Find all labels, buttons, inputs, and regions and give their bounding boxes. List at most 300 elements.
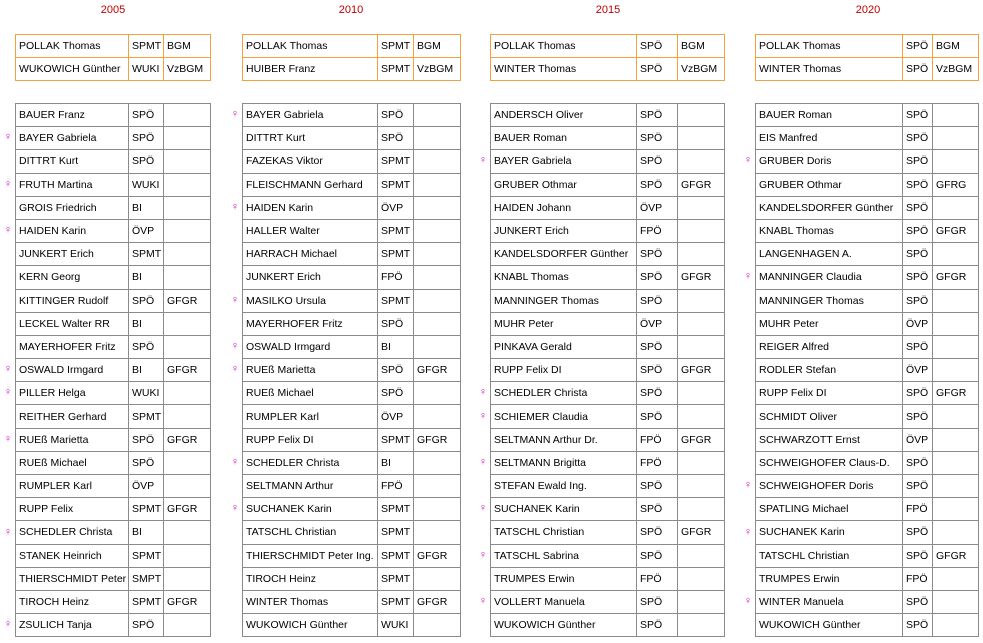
- leader-name: WINTER Thomas: [491, 58, 637, 81]
- member-name: RUEß Michael: [243, 382, 378, 405]
- leaders-table: [242, 34, 461, 81]
- member-row: [16, 173, 211, 196]
- member-row: [16, 498, 211, 521]
- member-party: BI: [129, 521, 164, 544]
- leader-role: VzBGM: [414, 58, 461, 81]
- member-party: SPÖ: [378, 382, 414, 405]
- member-role: GFGR: [933, 382, 979, 405]
- member-role: [933, 451, 979, 474]
- member-name: SUCHANEK Karin: [243, 498, 378, 521]
- female-symbol-icon: ♀: [230, 456, 240, 468]
- member-role: [933, 567, 979, 590]
- member-row: [756, 544, 979, 567]
- member-role: [164, 382, 211, 405]
- member-party: BI: [129, 196, 164, 219]
- member-row: [243, 498, 461, 521]
- member-role: [164, 173, 211, 196]
- female-symbol-icon: ♀: [478, 154, 488, 167]
- member-name: GROIS Friedrich: [16, 196, 129, 219]
- member-row: [756, 382, 979, 405]
- member-name: JUNKERT Erich: [16, 243, 129, 266]
- member-name: LANGENHAGEN A.: [756, 243, 903, 266]
- member-role: [164, 243, 211, 266]
- member-name: TATSCHL Christian: [491, 521, 637, 544]
- leader-party: WUKI: [129, 58, 164, 81]
- member-party: ÖVP: [129, 475, 164, 498]
- female-symbol-icon: ♀: [743, 270, 753, 283]
- member-party: SPMT: [378, 428, 414, 451]
- member-name: KITTINGER Rudolf: [16, 289, 129, 312]
- leader-name: POLLAK Thomas: [16, 35, 129, 58]
- member-name: MASILKO Ursula: [243, 289, 378, 312]
- member-row: [243, 405, 461, 428]
- member-row: [491, 428, 725, 451]
- member-role: GFGR: [164, 359, 211, 382]
- member-name: RUEß Marietta: [16, 428, 129, 451]
- member-role: [164, 312, 211, 335]
- member-party: FPÖ: [637, 567, 678, 590]
- member-name: WINTER Thomas: [243, 590, 378, 613]
- member-name: TRUMPES Erwin: [491, 567, 637, 590]
- member-row: [16, 289, 211, 312]
- year-title: 2015: [595, 4, 621, 16]
- member-party: SPÖ: [903, 451, 933, 474]
- member-row: [491, 219, 725, 242]
- member-role: [933, 590, 979, 613]
- member-party: SPMT: [378, 219, 414, 242]
- member-party: ÖVP: [378, 405, 414, 428]
- female-symbol-icon: ♀: [3, 363, 13, 376]
- member-role: [414, 335, 461, 358]
- leader-role: BGM: [933, 35, 979, 58]
- leader-row: [243, 58, 461, 81]
- member-party: SPMT: [378, 521, 414, 544]
- member-role: [414, 475, 461, 498]
- leader-party: SPMT: [129, 35, 164, 58]
- member-party: SPÖ: [903, 544, 933, 567]
- member-party: SPÖ: [637, 475, 678, 498]
- member-row: [491, 544, 725, 567]
- leaders-table: [490, 34, 725, 81]
- member-party: SPÖ: [637, 521, 678, 544]
- member-name: SELTMANN Arthur Dr.: [491, 428, 637, 451]
- member-row: [756, 104, 979, 127]
- member-row: [243, 104, 461, 127]
- member-role: [414, 243, 461, 266]
- member-role: [164, 196, 211, 219]
- member-row: [756, 475, 979, 498]
- member-row: [16, 104, 211, 127]
- member-row: [756, 567, 979, 590]
- member-role: [933, 289, 979, 312]
- female-symbol-icon: ♀: [478, 595, 488, 608]
- member-party: SPÖ: [637, 150, 678, 173]
- member-role: [164, 544, 211, 567]
- member-name: KANDELSDORFER Günther: [491, 243, 637, 266]
- female-symbol-icon: ♀: [230, 200, 240, 213]
- member-row: [16, 335, 211, 358]
- member-party: SPÖ: [637, 243, 678, 266]
- member-party: SPÖ: [903, 614, 933, 637]
- member-row: [16, 451, 211, 474]
- female-symbol-icon: ♀: [478, 456, 488, 468]
- member-party: SPÖ: [903, 405, 933, 428]
- member-party: SPMT: [378, 243, 414, 266]
- member-name: RUMPLER Karl: [16, 475, 129, 498]
- member-name: TATSCHL Sabrina: [491, 544, 637, 567]
- member-row: [491, 243, 725, 266]
- member-role: [414, 521, 461, 544]
- member-name: SCHWEIGHOFER Claus-D.: [756, 451, 903, 474]
- member-row: [491, 335, 725, 358]
- member-row: [756, 405, 979, 428]
- member-row: [491, 475, 725, 498]
- member-role: [414, 196, 461, 219]
- member-name: MAYERHOFER Fritz: [16, 335, 129, 358]
- member-role: [933, 614, 979, 637]
- member-party: SPÖ: [637, 173, 678, 196]
- member-row: [243, 614, 461, 637]
- member-role: [678, 614, 725, 637]
- member-party: SPÖ: [129, 428, 164, 451]
- member-row: [756, 127, 979, 150]
- member-party: SPÖ: [637, 127, 678, 150]
- member-row: [243, 428, 461, 451]
- member-role: [414, 289, 461, 312]
- member-role: GFGR: [164, 590, 211, 613]
- member-name: GRUBER Othmar: [756, 173, 903, 196]
- member-party: SPÖ: [637, 289, 678, 312]
- member-name: RUPP Felix: [16, 498, 129, 521]
- member-party: SPMT: [129, 544, 164, 567]
- member-row: [243, 266, 461, 289]
- leader-role: BGM: [414, 35, 461, 58]
- female-symbol-icon: ♀: [743, 525, 753, 538]
- member-party: SPÖ: [903, 150, 933, 173]
- member-party: SPÖ: [903, 196, 933, 219]
- member-party: SPÖ: [129, 335, 164, 358]
- member-name: SCHIEMER Claudia: [491, 405, 637, 428]
- member-party: SPMT: [378, 498, 414, 521]
- member-party: ÖVP: [903, 312, 933, 335]
- member-party: SPMT: [378, 289, 414, 312]
- member-name: SELTMANN Arthur: [243, 475, 378, 498]
- member-role: [933, 521, 979, 544]
- member-party: SPÖ: [129, 127, 164, 150]
- leader-role: BGM: [678, 35, 725, 58]
- member-role: GFGR: [933, 219, 979, 242]
- leader-party: SPÖ: [637, 58, 678, 81]
- member-row: [243, 382, 461, 405]
- member-party: BI: [378, 451, 414, 474]
- member-role: [678, 243, 725, 266]
- member-party: SPMT: [378, 150, 414, 173]
- member-name: BAUER Roman: [756, 104, 903, 127]
- member-name: RUEß Marietta: [243, 359, 378, 382]
- member-name: BAYER Gabriela: [491, 150, 637, 173]
- member-role: [414, 127, 461, 150]
- member-row: [491, 289, 725, 312]
- female-symbol-icon: ♀: [3, 224, 13, 236]
- member-row: [16, 428, 211, 451]
- member-row: [16, 359, 211, 382]
- member-name: THIERSCHMIDT Peter: [16, 567, 129, 590]
- female-symbol-icon: ♀: [743, 479, 753, 492]
- member-role: GFGR: [164, 428, 211, 451]
- member-row: [756, 266, 979, 289]
- member-row: [491, 498, 725, 521]
- leader-row: [491, 35, 725, 58]
- member-row: [756, 150, 979, 173]
- member-party: SPMT: [129, 405, 164, 428]
- member-party: SPMT: [378, 590, 414, 613]
- member-party: SPÖ: [129, 289, 164, 312]
- member-party: ÖVP: [637, 312, 678, 335]
- member-role: GFGR: [678, 266, 725, 289]
- member-party: BI: [378, 335, 414, 358]
- leader-row: [756, 58, 979, 81]
- member-party: FPÖ: [378, 266, 414, 289]
- member-role: [414, 266, 461, 289]
- year-title: 2005: [100, 4, 126, 16]
- member-role: [414, 150, 461, 173]
- member-row: [756, 312, 979, 335]
- member-role: [164, 266, 211, 289]
- member-role: GFRG: [933, 173, 979, 196]
- member-row: [16, 521, 211, 544]
- female-symbol-icon: ♀: [478, 502, 488, 515]
- member-row: [243, 451, 461, 474]
- member-name: WUKOWICH Günther: [243, 614, 378, 637]
- member-name: LECKEL Walter RR: [16, 312, 129, 335]
- member-role: GFGR: [414, 359, 461, 382]
- member-party: SPÖ: [637, 498, 678, 521]
- member-name: RUEß Michael: [16, 451, 129, 474]
- member-row: [491, 590, 725, 613]
- member-row: [491, 451, 725, 474]
- female-symbol-icon: ♀: [478, 548, 488, 561]
- member-role: [414, 614, 461, 637]
- member-name: TRUMPES Erwin: [756, 567, 903, 590]
- leader-name: HUIBER Franz: [243, 58, 378, 81]
- leader-row: [16, 35, 211, 58]
- member-row: [16, 475, 211, 498]
- member-name: JUNKERT Erich: [491, 219, 637, 242]
- member-name: THIERSCHMIDT Peter Ing.: [243, 544, 378, 567]
- member-name: WINTER Manuela: [756, 590, 903, 613]
- female-symbol-icon: ♀: [743, 154, 753, 167]
- member-party: SPÖ: [129, 451, 164, 474]
- member-name: SUCHANEK Karin: [756, 521, 903, 544]
- member-party: FPÖ: [903, 567, 933, 590]
- leader-role: VzBGM: [933, 58, 979, 81]
- member-role: [414, 173, 461, 196]
- member-party: SPÖ: [903, 173, 933, 196]
- member-row: [16, 266, 211, 289]
- member-role: [414, 451, 461, 474]
- member-role: [678, 590, 725, 613]
- member-name: SUCHANEK Karin: [491, 498, 637, 521]
- female-symbol-icon: ♀: [230, 293, 240, 306]
- member-row: [491, 405, 725, 428]
- member-name: GRUBER Othmar: [491, 173, 637, 196]
- member-row: [16, 196, 211, 219]
- member-name: RUPP Felix DI: [756, 382, 903, 405]
- member-party: SPÖ: [637, 382, 678, 405]
- member-role: [164, 405, 211, 428]
- member-name: HALLER Walter: [243, 219, 378, 242]
- member-row: [756, 428, 979, 451]
- member-role: [678, 312, 725, 335]
- member-party: ÖVP: [129, 219, 164, 242]
- member-row: [16, 219, 211, 242]
- member-row: [243, 219, 461, 242]
- female-symbol-icon: ♀: [3, 131, 13, 144]
- member-role: [164, 150, 211, 173]
- member-role: [164, 219, 211, 242]
- member-party: FPÖ: [637, 451, 678, 474]
- member-role: GFGR: [414, 544, 461, 567]
- member-row: [491, 150, 725, 173]
- member-row: [16, 312, 211, 335]
- member-row: [491, 382, 725, 405]
- member-role: [164, 614, 211, 637]
- female-symbol-icon: ♀: [3, 386, 13, 399]
- member-role: [678, 150, 725, 173]
- leader-role: VzBGM: [164, 58, 211, 81]
- member-name: SCHEDLER Christa: [16, 521, 129, 544]
- member-role: GFGR: [933, 544, 979, 567]
- leader-party: SPMT: [378, 58, 414, 81]
- female-symbol-icon: ♀: [230, 340, 240, 352]
- member-name: HARRACH Michael: [243, 243, 378, 266]
- member-row: [243, 312, 461, 335]
- member-row: [756, 359, 979, 382]
- member-name: ZSULICH Tanja: [16, 614, 129, 637]
- member-name: WUKOWICH Günther: [756, 614, 903, 637]
- member-party: SPÖ: [129, 614, 164, 637]
- female-symbol-icon: ♀: [3, 177, 13, 190]
- member-party: FPÖ: [637, 219, 678, 242]
- female-symbol-icon: ♀: [230, 108, 240, 120]
- member-name: TATSCHL Christian: [243, 521, 378, 544]
- member-row: [756, 335, 979, 358]
- member-party: WUKI: [129, 173, 164, 196]
- member-role: [678, 104, 725, 127]
- member-role: [678, 544, 725, 567]
- member-name: BAYER Gabriela: [243, 104, 378, 127]
- member-role: [414, 567, 461, 590]
- member-party: SPÖ: [637, 405, 678, 428]
- member-row: [243, 475, 461, 498]
- member-party: FPÖ: [637, 428, 678, 451]
- member-name: RUMPLER Karl: [243, 405, 378, 428]
- member-role: [678, 405, 725, 428]
- leader-name: POLLAK Thomas: [756, 35, 903, 58]
- leaders-table: [15, 34, 211, 81]
- member-role: [164, 475, 211, 498]
- leader-role: VzBGM: [678, 58, 725, 81]
- member-role: GFGR: [678, 173, 725, 196]
- member-role: [933, 312, 979, 335]
- member-row: [16, 150, 211, 173]
- member-role: [933, 243, 979, 266]
- female-symbol-icon: ♀: [230, 363, 240, 376]
- member-party: SPÖ: [637, 104, 678, 127]
- leader-party: SPÖ: [637, 35, 678, 58]
- member-role: [678, 219, 725, 242]
- member-party: ÖVP: [903, 359, 933, 382]
- member-party: SPÖ: [903, 382, 933, 405]
- member-party: SPÖ: [378, 127, 414, 150]
- member-row: [16, 544, 211, 567]
- leader-row: [491, 58, 725, 81]
- member-name: KANDELSDORFER Günther: [756, 196, 903, 219]
- female-symbol-icon: ♀: [743, 595, 753, 608]
- member-name: FRUTH Martina: [16, 173, 129, 196]
- member-row: [491, 614, 725, 637]
- member-role: [414, 498, 461, 521]
- member-party: SPÖ: [903, 335, 933, 358]
- member-role: GFGR: [414, 590, 461, 613]
- member-role: [164, 567, 211, 590]
- member-name: BAYER Gabriela: [16, 127, 129, 150]
- female-symbol-icon: ♀: [478, 386, 488, 399]
- member-name: MUHR Peter: [756, 312, 903, 335]
- member-party: SPMT: [378, 544, 414, 567]
- member-row: [756, 243, 979, 266]
- member-party: SPÖ: [637, 359, 678, 382]
- leaders-table: [755, 34, 979, 81]
- member-role: GFGR: [933, 266, 979, 289]
- member-row: [243, 243, 461, 266]
- member-party: SPÖ: [637, 614, 678, 637]
- member-party: FPÖ: [378, 475, 414, 498]
- member-name: TATSCHL Christian: [756, 544, 903, 567]
- members-table: [490, 103, 725, 637]
- member-party: SPMT: [129, 498, 164, 521]
- member-name: OSWALD Irmgard: [243, 335, 378, 358]
- member-party: SPÖ: [637, 266, 678, 289]
- member-role: [933, 150, 979, 173]
- member-row: [243, 173, 461, 196]
- leader-row: [756, 35, 979, 58]
- member-name: MAYERHOFER Fritz: [243, 312, 378, 335]
- member-party: ÖVP: [903, 428, 933, 451]
- members-table: [242, 103, 461, 637]
- leader-row: [243, 35, 461, 58]
- member-name: SCHEDLER Christa: [491, 382, 637, 405]
- member-party: SPÖ: [378, 104, 414, 127]
- member-row: [16, 567, 211, 590]
- member-party: SPÖ: [129, 150, 164, 173]
- leader-row: [16, 58, 211, 81]
- member-party: FPÖ: [903, 498, 933, 521]
- member-name: BAUER Franz: [16, 104, 129, 127]
- member-name: DITTRT Kurt: [16, 150, 129, 173]
- member-role: [933, 104, 979, 127]
- member-party: ÖVP: [637, 196, 678, 219]
- member-role: [414, 405, 461, 428]
- member-row: [756, 196, 979, 219]
- female-symbol-icon: ♀: [3, 432, 13, 445]
- member-role: GFGR: [414, 428, 461, 451]
- leader-name: POLLAK Thomas: [243, 35, 378, 58]
- member-name: PINKAVA Gerald: [491, 335, 637, 358]
- member-role: [678, 335, 725, 358]
- member-row: [491, 567, 725, 590]
- member-party: BI: [129, 312, 164, 335]
